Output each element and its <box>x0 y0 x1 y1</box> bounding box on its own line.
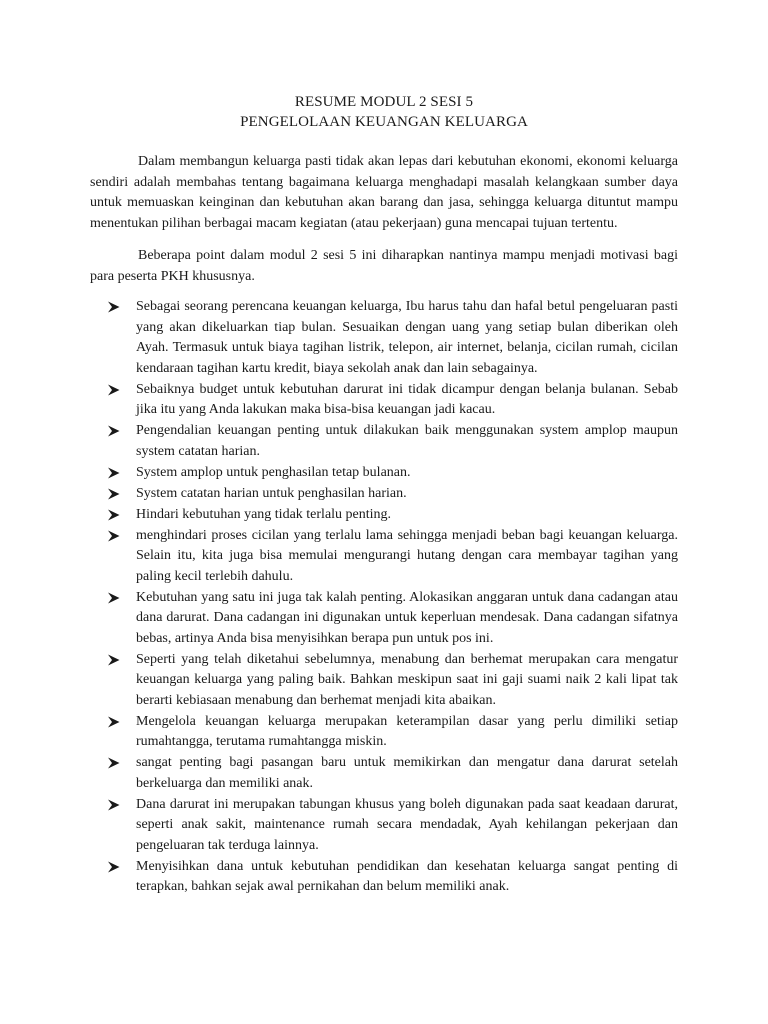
list-item-text: Mengelola keuangan keluarga merupakan keterampilan dasar yang perlu dimiliki setiap rumahtangga, terutama rumahtangga miskin. <box>136 713 678 749</box>
arrowhead-bullet-icon <box>107 795 123 815</box>
title-line-1: RESUME MODUL 2 SESI 5 <box>294 94 474 110</box>
arrowhead-bullet-icon <box>107 484 123 504</box>
arrowhead-bullet-icon <box>107 463 123 483</box>
list-item <box>90 753 678 794</box>
list-item-text: sangat penting bagi pasangan baru untuk memikirkan dan mengatur dana darurat setelah berkeluarga dan memiliki anak. <box>136 755 678 791</box>
motivation-paragraph: Beberapa point dalam modul 2 sesi 5 ini diharapkan nantinya mampu menjadi motivasi bagi para peserta PKH khususnya. <box>90 248 678 284</box>
list-item-text: System amplop untuk penghasilan tetap bulanan. <box>136 464 411 480</box>
arrowhead-bullet-icon <box>107 857 123 877</box>
list-item <box>90 857 678 898</box>
list-item <box>90 526 678 588</box>
arrowhead-bullet-icon <box>107 380 123 400</box>
arrowhead-bullet-icon <box>107 712 123 732</box>
intro-paragraph: Dalam membangun keluarga pasti tidak akan lepas dari kebutuhan ekonomi, ekonomi keluarga sendiri adalah membahas tentang bagaimana keluarga menghadapi masalah kelangkaan sumber daya untuk memuaskan keinginan dan kebutuhan akan barang dan jasa, sehingga keluarga dituntut mampu menentukan pilihan berbagai macam kegiatan (atau pekerjaan) guna mencapai tujuan tertentu. <box>90 154 678 231</box>
list-item <box>90 505 678 526</box>
arrowhead-bullet-icon <box>107 421 123 441</box>
document-page <box>90 92 678 898</box>
list-item-text: Sebagai seorang perencana keuangan keluarga, Ibu harus tahu dan hafal betul pengeluaran pasti yang akan dikeluarkan tiap bulan. Sesuaikan dengan uang yang setiap bulan diberikan oleh Ayah. Termasuk untuk biaya tagihan listrik, telepon, air internet, belanja, cicilan rumah, cicilan kendaraan tagihan kartu kredit, biaya sekolah anak dan lain sebagainya. <box>136 299 678 376</box>
list-item <box>90 380 678 421</box>
document-title <box>90 92 678 132</box>
list-item-text: Pengendalian keuangan penting untuk dilakukan baik menggunakan system amplop maupun system catatan harian. <box>136 423 678 459</box>
arrowhead-bullet-icon <box>107 297 123 317</box>
list-item <box>90 588 678 650</box>
list-item <box>90 650 678 712</box>
list-item-text: menghindari proses cicilan yang terlalu lama sehingga menjadi beban bagi keuangan keluarga. Selain itu, kita juga bisa memulai mengurangi hutang dengan cara membayar tagihan yang paling kecil terlebih dahulu. <box>136 527 678 584</box>
list-item <box>90 421 678 462</box>
list-item-text: Hindari kebutuhan yang tidak terlalu penting. <box>136 506 392 522</box>
list-item-text: System catatan harian untuk penghasilan harian. <box>136 485 407 501</box>
list-item-text: Kebutuhan yang satu ini juga tak kalah penting. Alokasikan anggaran untuk dana cadangan atau dana darurat. Dana cadangan ini digunakan untuk keperluan mendesak. Dana cadangan sifatnya bebas, artinya Anda bisa menyisihkan berapa pun untuk pos ini. <box>136 589 678 646</box>
list-item <box>90 712 678 753</box>
list-item-text: Sebaiknya budget untuk kebutuhan darurat ini tidak dicampur dengan belanja bulanan. Sebab jika itu yang Anda lakukan maka bisa-bisa keuangan jadi kacau. <box>136 381 678 417</box>
arrowhead-bullet-icon <box>107 505 123 525</box>
list-item <box>90 484 678 505</box>
list-item-text: Menyisihkan dana untuk kebutuhan pendidikan dan kesehatan keluarga sangat penting di terapkan, bahkan sejak awal pernikahan dan belum memiliki anak. <box>136 858 678 894</box>
arrowhead-bullet-icon <box>107 650 123 670</box>
arrowhead-bullet-icon <box>107 526 123 546</box>
list-item <box>90 795 678 857</box>
arrowhead-bullet-icon <box>107 588 123 608</box>
arrowhead-bullet-icon <box>107 753 123 773</box>
list-item <box>90 297 678 379</box>
bullet-list <box>90 297 678 898</box>
list-item-text: Dana darurat ini merupakan tabungan khusus yang boleh digunakan pada saat keadaan darurat, seperti anak sakit, maintenance rumah secara mendadak, Ayah kehilangan pekerjaan dan pengeluaran tak terduga lainnya. <box>136 796 678 853</box>
list-item-text: Seperti yang telah diketahui sebelumnya, menabung dan berhemat merupakan cara mengatur keuangan keluarga yang paling baik. Bahkan meskipun saat ini gaji suami naik 2 kali lipat tak berarti kebiasaan menabung dan berhemat menjadi kita abaikan. <box>136 651 678 708</box>
title-line-2: PENGELOLAAN KEUANGAN KELUARGA <box>240 114 528 130</box>
list-item <box>90 463 678 484</box>
